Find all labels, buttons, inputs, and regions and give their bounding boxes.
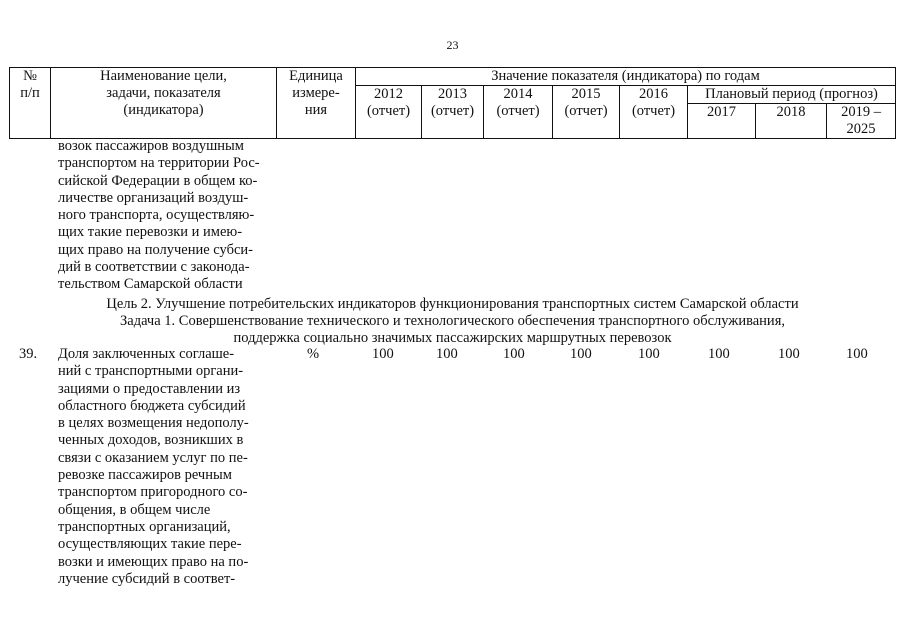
value-2017: 100 [708, 346, 730, 362]
task-heading-line-2: поддержка социально значимых пассажирских маршрутных перевозок [233, 330, 672, 346]
value-2014: 100 [503, 346, 525, 362]
indicator-unit: % [307, 346, 320, 362]
year-header-2016: 2016 (отчет) [620, 86, 688, 139]
value-2013: 100 [436, 346, 458, 362]
row-number: 39. [19, 346, 38, 362]
task-heading-line-1: Задача 1. Совершенствование технического и технологического обеспечения транспортного обслуживания, [120, 313, 785, 329]
year-header-2018: 2018 [756, 104, 827, 139]
year-header-2015: 2015 (отчет) [553, 86, 620, 139]
year-header-2019-2025: 2019 – 2025 [827, 104, 896, 139]
indicator-name: Доля заключенных соглаше- ний с транспортными органи- зациями о предоставлении из областного бюджета субсидий в целях возмещения недополу- ченных доходов, возникших в связи с оказанием услуг по пе- ревозке пассажиров речным транспортом пригородного со- общения, в общем числе транспортных организаций, осуществляющих такие пере- возки и имеющих право на по- лучение субсидий в соответ- [58, 346, 249, 587]
year-header-2012: 2012 (отчет) [356, 86, 422, 139]
value-2019-2025: 100 [846, 346, 868, 362]
goal-heading: Цель 2. Улучшение потребительских индикаторов функционирования транспортных систем Самарской области [106, 296, 799, 312]
col-unit-header: Единица измере- ния [277, 68, 356, 139]
value-2018: 100 [778, 346, 800, 362]
year-header-2017: 2017 [688, 104, 756, 139]
col-name-header: Наименование цели, задачи, показателя (индикатора) [51, 68, 277, 139]
value-2015: 100 [570, 346, 592, 362]
col-number-header: № п/п [10, 68, 51, 139]
indicator-table-header [9, 67, 896, 139]
year-header-2013: 2013 (отчет) [422, 86, 484, 139]
values-header: Значение показателя (индикатора) по годам [356, 68, 896, 86]
year-header-2014: 2014 (отчет) [484, 86, 553, 139]
plan-period-header: Плановый период (прогноз) [688, 86, 896, 104]
value-2016: 100 [638, 346, 660, 362]
page-number: 23 [446, 38, 459, 52]
value-2012: 100 [372, 346, 394, 362]
continued-indicator-name: возок пассажиров воздушным транспортом на территории Рос- сийской Федерации в общем ко- личестве организаций воздуш- ного транспорта, осуществляю- щих такие перевозки и имею- щих право на получение субси- дий в соответствии с законода- тельством Самарской области [58, 138, 260, 293]
